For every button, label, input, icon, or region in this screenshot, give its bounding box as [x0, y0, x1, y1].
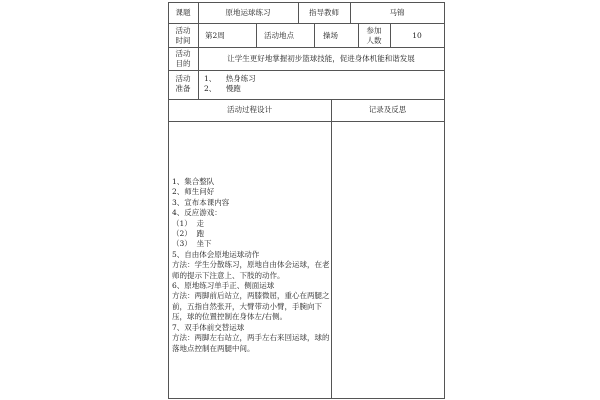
col-divider: [256, 23, 257, 48]
prep-label-line1: 活动: [175, 74, 191, 83]
row-divider: [168, 23, 445, 24]
design-header: 活动过程设计: [227, 105, 272, 114]
time-label-line2: 时间: [175, 36, 191, 45]
place-value: 操场: [323, 31, 338, 40]
prep-item: 2、 慢跑: [204, 84, 241, 93]
reflect-header: 记录及反思: [368, 105, 407, 114]
col-divider: [314, 23, 315, 48]
teacher-value: 马锦: [389, 8, 405, 17]
purpose-text: 让学生更好地掌握初步篮球技能，促进身体机能和谐发展: [227, 54, 415, 63]
time-value: 第2周: [205, 31, 225, 40]
process-line: 1、集合整队: [172, 177, 215, 186]
process-line: （3） 坐下: [172, 239, 212, 249]
process-line: 方法：两脚左右站立，两手左右来回运球，球的落地点控制在两腿中间。: [172, 333, 330, 353]
process-line: 2、师生问好: [172, 187, 215, 197]
process-line: 4、反应游戏：: [172, 208, 222, 218]
process-line: 5、自由体会原地运球动作: [172, 249, 260, 259]
row-divider: [168, 99, 445, 100]
purpose-label-line1: 活动: [175, 49, 191, 58]
process-line: 7、双手体前交替运球: [172, 322, 245, 332]
process-line: （2） 跑: [172, 229, 205, 239]
count-label-line1: 参加: [366, 26, 382, 35]
row-divider: [168, 47, 445, 48]
prep-item: 1、 热身练习: [204, 74, 256, 83]
table-right-border: [444, 2, 445, 399]
row-divider: [168, 121, 445, 122]
row-divider: [168, 70, 445, 71]
process-list: [172, 177, 330, 354]
process-line: 3、宣布本课内容: [172, 197, 230, 207]
place-label: 活动地点: [264, 31, 294, 40]
process-line: 方法：学生分散练习，原地自由体会运球，在老师的提示下注意上、下肢的动作。: [172, 260, 330, 280]
process-line: （1） 走: [172, 218, 205, 228]
table-top-border: [168, 2, 445, 3]
process-line: 6、原地练习单手正、侧面运球: [172, 281, 275, 291]
topic-value: 原地运球练习: [225, 8, 271, 17]
time-label-line1: 活动: [175, 26, 191, 35]
topic-label: 课题: [175, 8, 191, 17]
count-value: 10: [412, 31, 422, 40]
col-divider: [331, 99, 332, 399]
col-divider: [198, 70, 199, 100]
purpose-label-line2: 目的: [175, 59, 191, 68]
teacher-label: 指导教师: [309, 8, 339, 17]
process-line: 方法：两脚前后站立，两膝微屈，重心在两腿之前，五指自然张开，大臂带动小臂，手腕向下压，球的位置控制在身体左/右侧。: [172, 291, 330, 322]
prep-label-line2: 准备: [175, 84, 191, 93]
col-divider: [198, 23, 199, 48]
table-bottom-border: [168, 398, 445, 399]
count-label-line2: 人数: [366, 36, 382, 45]
